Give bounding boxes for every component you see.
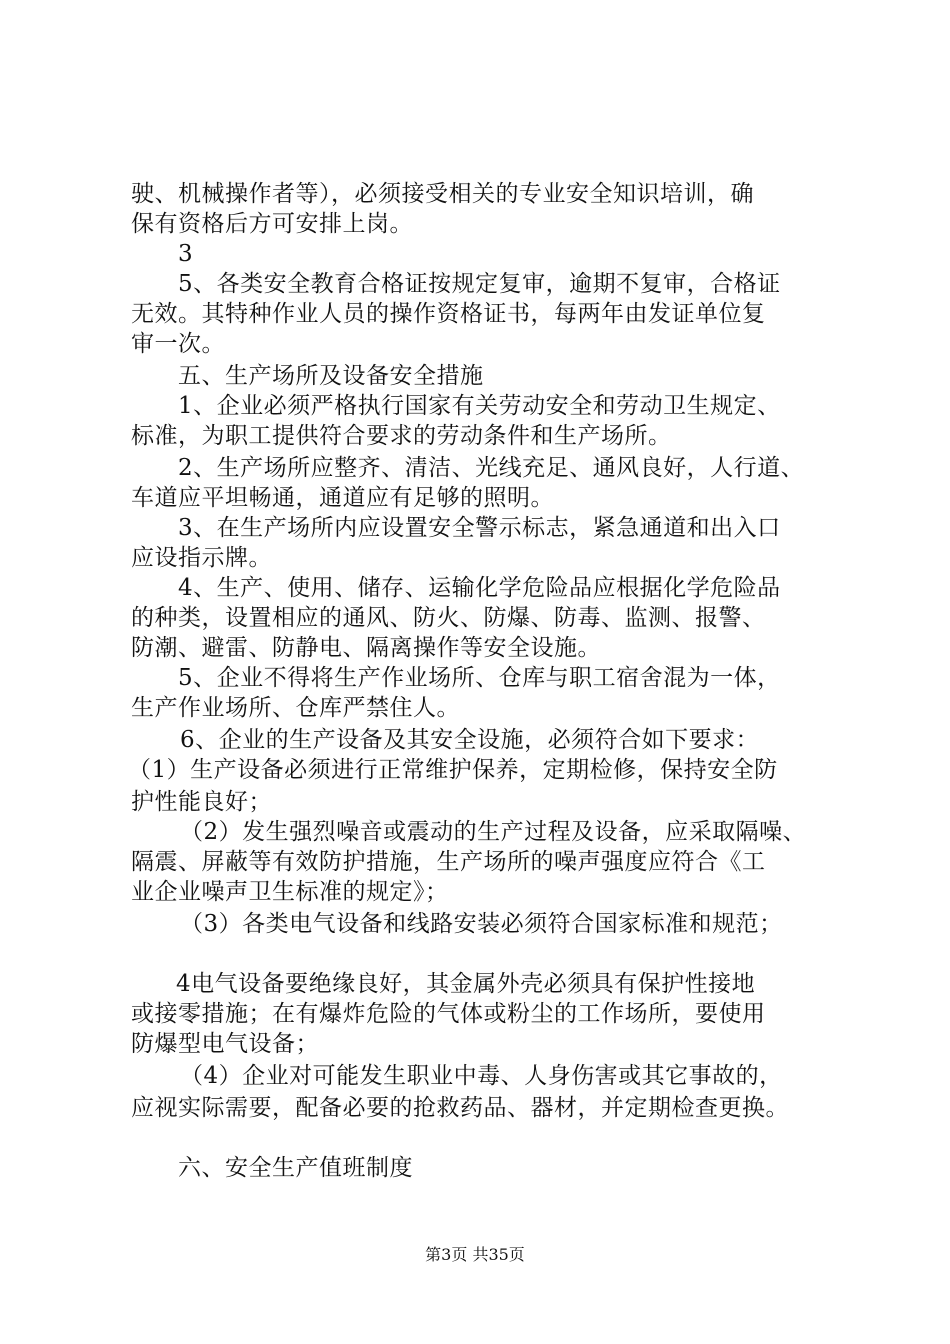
body-text-line: 标准，为职工提供符合要求的劳动条件和生产场所。 — [131, 423, 672, 449]
body-text-line: （2）发生强烈噪音或震动的生产过程及设备，应采取隔噪、 — [180, 819, 807, 845]
body-text-line: 防爆型电气设备； — [131, 1031, 319, 1057]
body-text-line: 的种类，设置相应的通风、防火、防爆、防毒、监测、报警、 — [131, 605, 766, 631]
body-text-line: 生产作业场所、仓库严禁住人。 — [131, 695, 460, 721]
body-text-line: 6、企业的生产设备及其安全设施，必须符合如下要求： — [180, 727, 760, 753]
section-heading: 六、安全生产值班制度 — [178, 1155, 413, 1181]
body-text-line: 隔震、屏蔽等有效防护措施，生产场所的噪声强度应符合《工 — [131, 849, 766, 875]
body-text-line: （1）生产设备必须进行正常维护保养，定期检修，保持安全防 — [128, 757, 778, 783]
body-text-line: 5、各类安全教育合格证按规定复审，逾期不复审，合格证 — [178, 271, 781, 297]
body-text-line: 保有资格后方可安排上岗。 — [131, 211, 413, 237]
body-text-line: 4、生产、使用、储存、运输化学危险品应根据化学危险品 — [178, 575, 781, 601]
body-text-line: 应视实际需要，配备必要的抢救药品、器材，并定期检查更换。 — [131, 1095, 789, 1121]
body-text-line: 业企业噪声卫生标准的规定》； — [131, 879, 449, 905]
body-text-line: 驶、机械操作者等），必须接受相关的专业安全知识培训，确 — [131, 181, 754, 207]
page-footer: 第3页 共35页 — [425, 1245, 525, 1264]
body-text-line: 审一次。 — [131, 331, 225, 357]
body-text-line: 护性能良好； — [131, 789, 272, 815]
body-text-line: （4）企业对可能发生职业中毒、人身伤害或其它事故的， — [180, 1063, 783, 1089]
body-text-line: 无效。其特种作业人员的操作资格证书，每两年由发证单位复 — [131, 301, 766, 327]
body-text-line: 应设指示牌。 — [131, 545, 272, 571]
body-text-line: 1、企业必须严格执行国家有关劳动安全和劳动卫生规定、 — [178, 393, 781, 419]
section-heading: 五、生产场所及设备安全措施 — [178, 363, 484, 389]
body-text-line: 3、在生产场所内应设置安全警示标志，紧急通道和出入口 — [178, 515, 781, 541]
page-number-marker: 3 — [178, 241, 194, 267]
body-text-line: 防潮、避雷、防静电、隔离操作等安全设施。 — [131, 635, 601, 661]
body-text-line: （3）各类电气设备和线路安装必须符合国家标准和规范； — [180, 911, 783, 937]
body-text-line: 4电气设备要绝缘良好，其金属外壳必须具有保护性接地 — [176, 971, 756, 997]
body-text-line: 车道应平坦畅通，通道应有足够的照明。 — [131, 485, 554, 511]
body-text-line: 或接零措施；在有爆炸危险的气体或粉尘的工作场所，要使用 — [131, 1001, 766, 1027]
body-text-line: 2、生产场所应整齐、清洁、光线充足、通风良好，人行道、 — [178, 455, 805, 481]
body-text-line: 5、企业不得将生产作业场所、仓库与职工宿舍混为一体， — [178, 665, 781, 691]
